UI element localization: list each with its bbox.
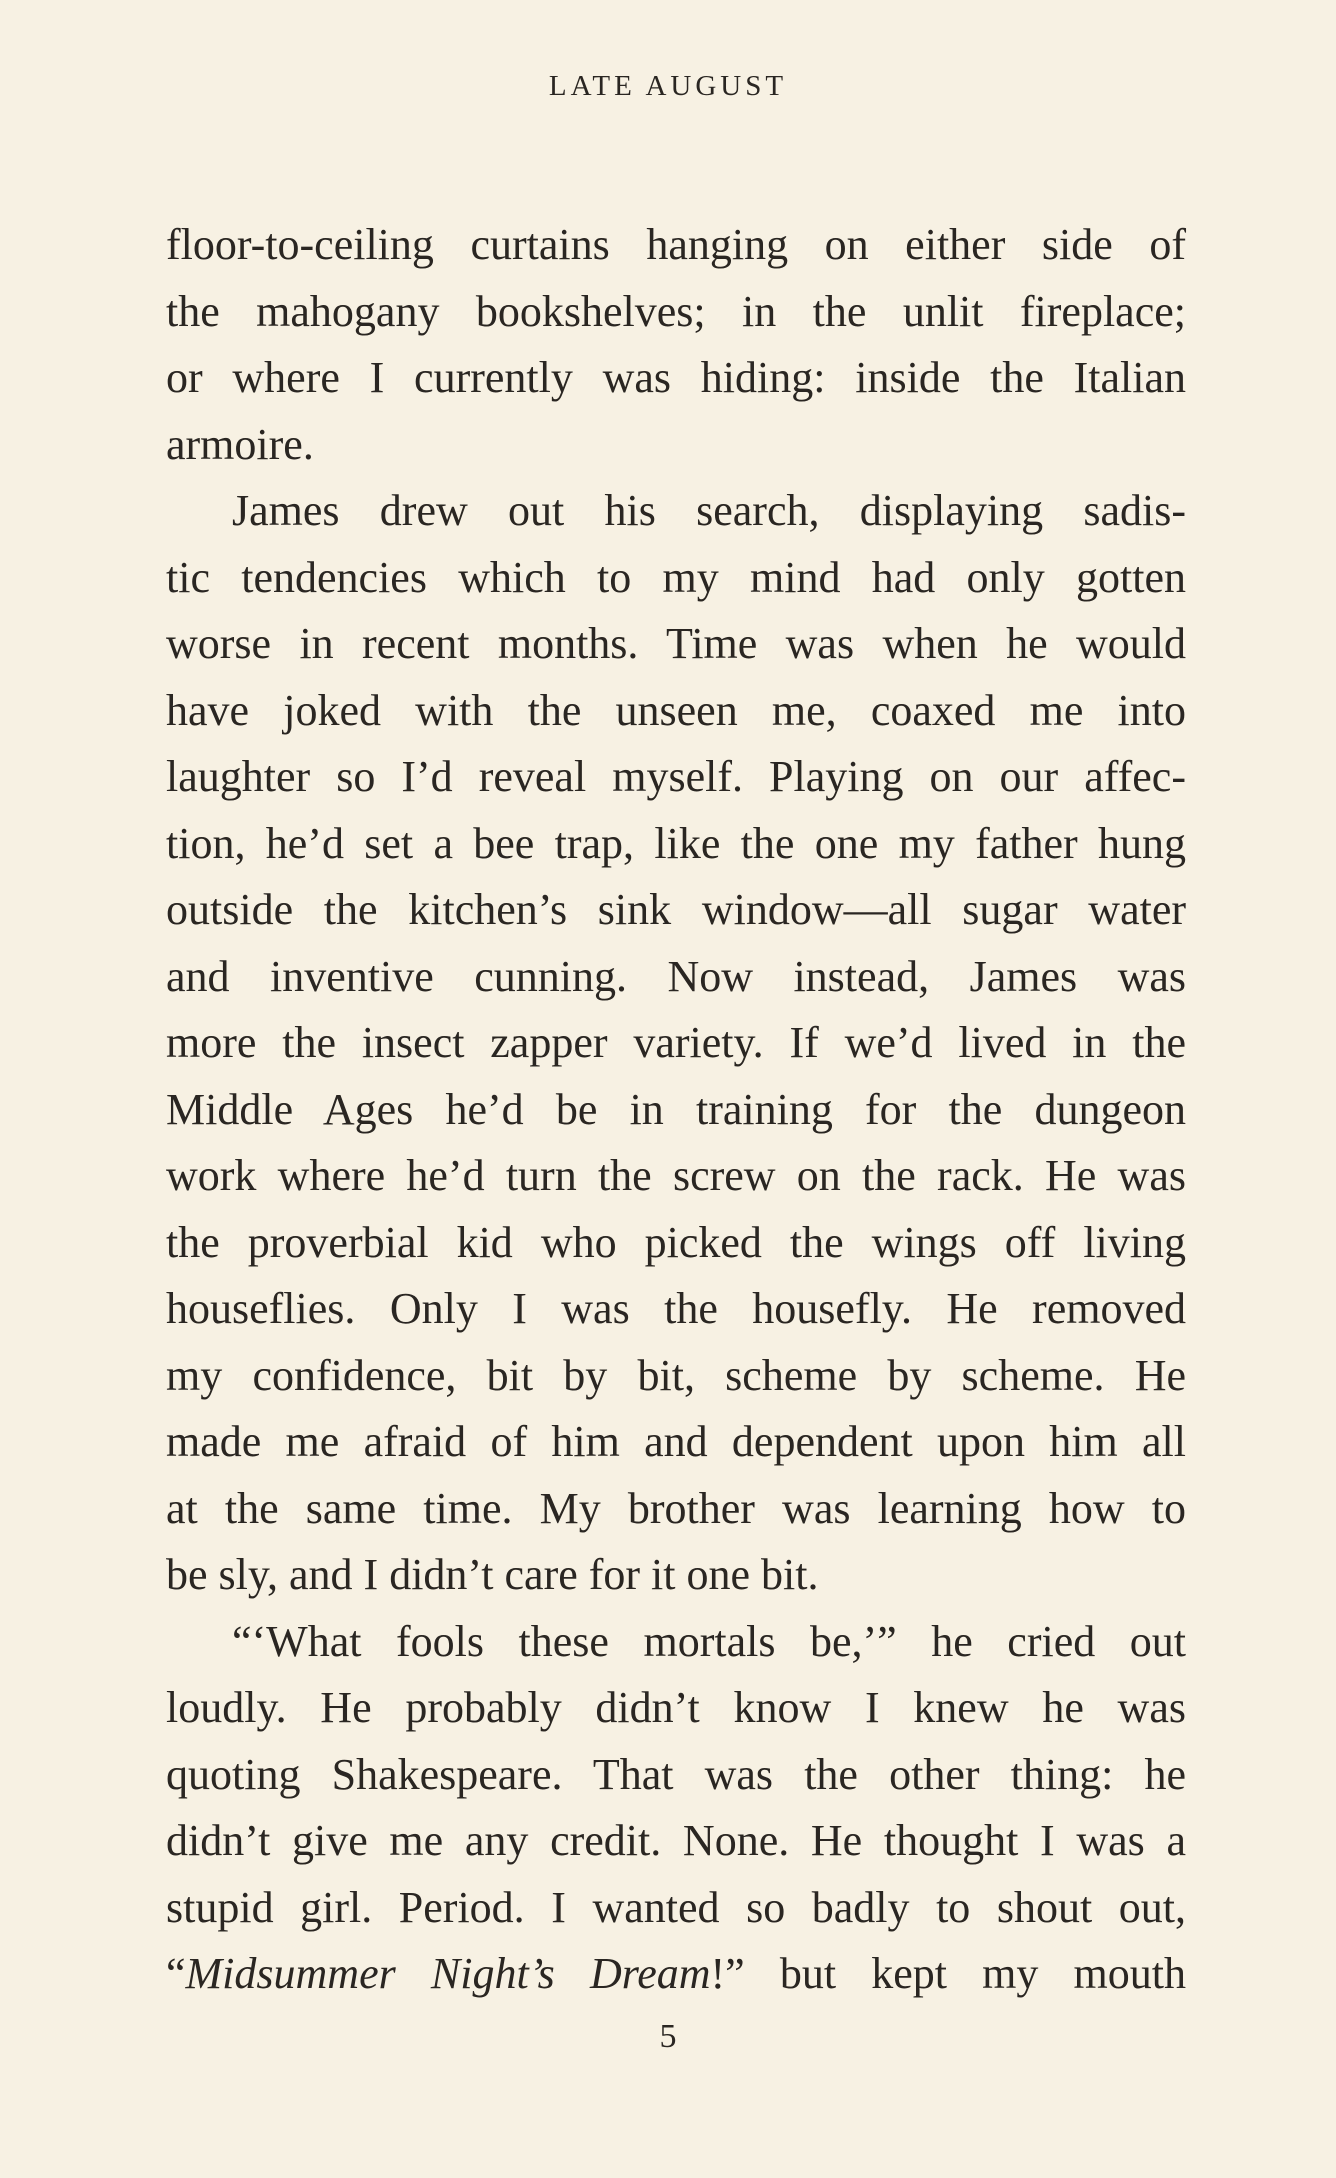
text-line: didn’t give me any credit. None. He thought I was a	[166, 1816, 1186, 1865]
text-line: have joked with the unseen me, coaxed me into	[166, 685, 1186, 735]
text-line: more the insect zapper variety. If we’d lived in the	[166, 1018, 1186, 1067]
line-tail: !” but kept my mouth	[710, 1949, 1186, 1998]
text-line: stupid girl. Period. I wanted so badly to shout out,	[166, 1882, 1186, 1932]
text-line-final	[166, 1941, 1186, 2008]
text-line: floor-to-ceiling curtains hanging on either side of	[166, 220, 1186, 269]
text-line: work where he’d turn the screw on the rack. He was	[166, 1151, 1186, 1200]
running-head: LATE AUGUST	[548, 70, 788, 102]
text-line: armoire.	[166, 419, 314, 469]
text-line: James drew out his search, displaying sadis-	[232, 486, 1186, 535]
text-line: laughter so I’d reveal myself. Playing on our affec-	[166, 752, 1186, 801]
text-line: tion, he’d set a bee trap, like the one my father hung	[166, 818, 1186, 868]
text-line: or where I currently was hiding: inside the Italian	[166, 353, 1186, 402]
page-number: 5	[659, 2018, 677, 2055]
text-line: the mahogany bookshelves; in the unlit fireplace;	[166, 286, 1186, 336]
text-line: “‘What fools these mortals be,’” he cried out	[232, 1616, 1186, 1666]
text-line: Middle Ages he’d be in training for the dungeon	[166, 1084, 1186, 1134]
open-quote: “	[166, 1949, 186, 1998]
text-line: houseflies. Only I was the housefly. He removed	[166, 1284, 1186, 1333]
italic-title: Midsummer Night’s Dream	[185, 1949, 711, 1998]
text-line: quoting Shakespeare. That was the other thing: he	[166, 1749, 1186, 1799]
text-line: be sly, and I didn’t care for it one bit.	[166, 1550, 819, 1599]
text-line: my confidence, bit by bit, scheme by scheme. He	[166, 1350, 1186, 1400]
text-line: loudly. He probably didn’t know I knew he was	[166, 1683, 1186, 1732]
text-line: and inventive cunning. Now instead, James was	[166, 951, 1186, 1001]
text-line: worse in recent months. Time was when he would	[166, 619, 1186, 668]
text-line: the proverbial kid who picked the wings off living	[166, 1217, 1186, 1267]
text-line: outside the kitchen’s sink window—all sugar water	[166, 885, 1186, 934]
body-text	[166, 212, 1186, 2008]
text-line: tic tendencies which to my mind had only gotten	[166, 552, 1186, 602]
text-line: made me afraid of him and dependent upon him all	[166, 1417, 1186, 1466]
text-line: at the same time. My brother was learning how to	[166, 1483, 1186, 1533]
